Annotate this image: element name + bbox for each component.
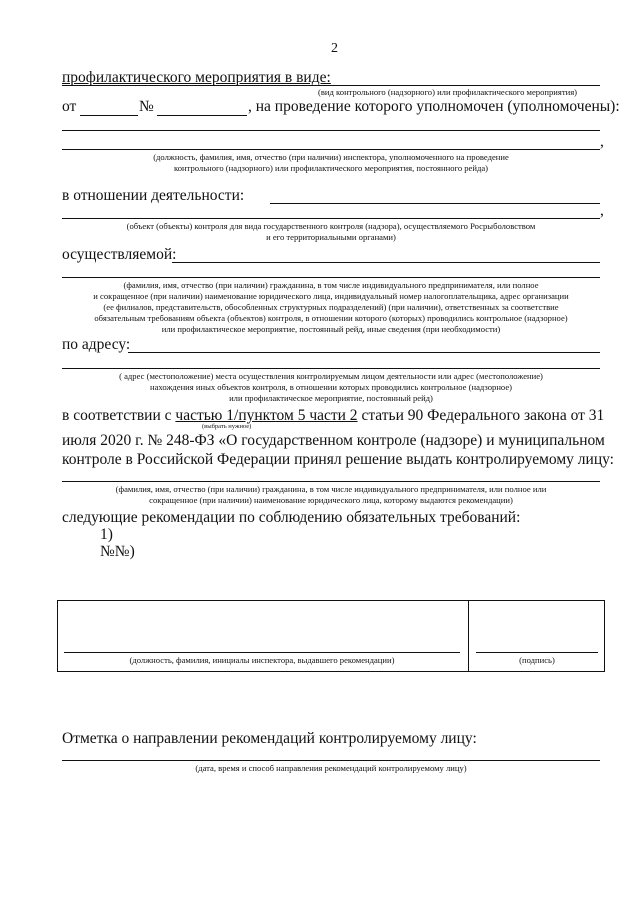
inspector-comma: , [600,133,604,150]
sending-mark-label: Отметка о направлении рекомендаций контролируемому лицу: [62,730,477,747]
inspector-line-2 [62,149,600,150]
activity-label: в отношении деятельности: [62,187,245,204]
inspector-sign-caption: (должность, фамилия, инициалы инспектора, выдавшего рекомендации) [129,655,395,665]
event-type-line [62,85,600,86]
signature-table-divider [468,600,469,671]
performed-line-2 [62,277,600,278]
activity-caption-1: (объект (объекты) контроля для вида государственного контроля (надзора), осуществляемого Росрыболовством [126,221,536,231]
inspector-caption-2: контрольного (надзорного) или профилактического мероприятия, постоянного рейда) [173,163,489,173]
performed-caption-4: обязательным требованиям объекта (объектов) контроля, в отношении которого (которых) проводились контрольное (надзорное) [94,313,568,323]
address-label: по адресу: [62,336,131,353]
recipient-line [62,481,600,482]
sending-caption: (дата, время и способ направления рекомендаций контролируемому лицу) [195,763,467,773]
from-label: от [62,98,77,115]
activity-line-2 [62,218,600,219]
performed-caption-1: (фамилия, имя, отчество (при наличии) гражданина, в том числе индивидуального предпринимателя, или полное [123,280,539,290]
performed-caption-3: (ее филиалов, представительств, обособленных структурных подразделений) (при наличии), ответственных за соответствие [103,302,559,312]
accordance-line-2: июля 2020 г. № 248-ФЗ «О государственном контроле (надзоре) и муниципальном [62,432,605,449]
number-line [157,115,247,116]
accordance-line-1: в соответствии с частью 1/пунктом 5 части 2 статьи 90 Федерального закона от 31 [62,407,605,424]
address-caption-2: нахождения иных объектов контроля, в отношении которых проводились контрольное (надзорное) [149,382,513,392]
page-number: 2 [331,41,338,56]
performed-line-1 [172,262,600,263]
law-part-reference: частью 1/пунктом 5 части 2 [175,407,358,424]
authorized-text: , на проведение которого уполномочен (уполномочены): [248,98,620,115]
address-caption-1: ( адрес (местоположение) места осуществления контролируемым лицом деятельности или адрес (местоположение) [119,371,543,381]
choose-hint: (выбрать нужное) [202,423,252,430]
inspector-sign-line [64,652,460,653]
event-type-caption: (вид контрольного (надзорного) или профилактического мероприятия) [318,87,578,97]
inspector-line-1 [62,130,600,131]
inspector-caption-1: (должность, фамилия, имя, отчество (при наличии) инспектора, уполномоченного на проведение [153,152,509,162]
recommendations-heading: следующие рекомендации по соблюдению обязательных требований: [62,509,521,526]
sending-line [62,760,600,761]
number-sign: № [139,98,154,115]
recipient-caption-1: (фамилия, имя, отчество (при наличии) гражданина, в том числе индивидуального предпринимателя, или полное или [115,484,547,494]
performed-caption-5: или профилактическое мероприятие, постоянный рейд, иные сведения (при необходимости) [161,324,501,334]
address-caption-3: или профилактическое мероприятие, постоянный рейд) [229,393,433,403]
date-line [80,115,138,116]
address-line-1 [128,352,600,353]
signature-line [476,652,598,653]
recommendation-item-1: 1) [100,526,113,543]
activity-caption-2: и его территориальными органами) [266,232,396,242]
activity-comma: , [600,202,604,219]
signature-caption: (подпись) [519,655,555,665]
performed-label: осуществляемой: [62,246,177,263]
recommendation-item-2: №№) [100,543,135,560]
recipient-caption-2: сокращенное (при наличии) наименование юридического лица, которому выдаются рекомендации) [149,495,513,505]
preventive-event-label: профилактического мероприятия в виде: [62,69,331,86]
accordance-line-3: контроле в Российской Федерации принял решение выдать контролируемому лицу: [62,451,614,468]
performed-caption-2: и сокращенное (при наличии) наименование юридического лица, индивидуальный номер налогоплательщика, адрес организации [93,291,569,301]
activity-line-1 [270,203,600,204]
address-line-2 [62,368,600,369]
